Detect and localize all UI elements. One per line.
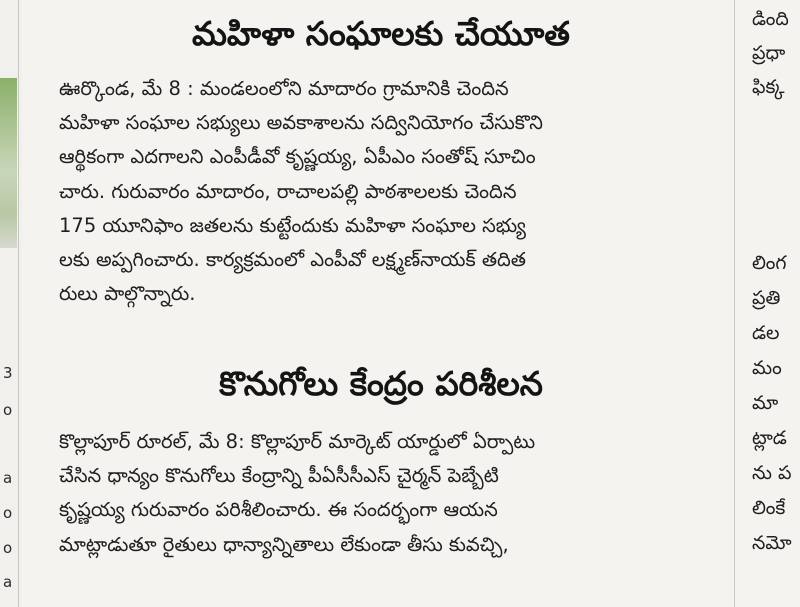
article1-headline: మహిళా సంఘాలకు చేయూత [192,14,570,53]
right-text-fragment: ట్లాడ [752,427,787,449]
article1-line: 175 యూనిఫాం జతలను కుట్టేందుకు మహిళా సంఘాల సభ్యు [59,213,526,237]
article1-line: చారు. గురువారం మాదారం, రాచాలపల్లి పాఠశాలలకు చెందిన [59,179,517,203]
article2-headline: కొనుగోలు కేంద్రం పరిశీలన [219,364,543,403]
adjacent-photo-fragment [0,78,17,248]
article1-line: ఆర్థికంగా ఎదగాలని ఎంపీడీవో కృష్ణయ్య, ఏపీఎం సంతోష్ సూచిం [59,145,536,169]
right-text-fragment: ప్రతి [752,287,781,309]
left-text-fragment: o [3,505,13,522]
right-text-fragment: మా [752,392,779,414]
article1-body [59,72,719,311]
left-text-fragment: a [3,470,13,487]
column-divider-right [734,0,735,607]
right-text-fragment: ప్రధా [752,42,786,64]
right-text-fragment: ఫిక్క [752,76,785,98]
left-text-fragment: o [3,402,13,419]
article2-body [59,425,719,562]
article1-line: రులు పాల్గొన్నారు. [59,282,196,306]
left-text-fragment: a [3,574,13,591]
article1-line: ఊర్కొండ, మే 8 : మండలంలోని మాదారం గ్రామానికి చెందిన [59,77,509,100]
article2-line: చేసిన ధాన్యం కొనుగోలు కేంద్రాన్ని పీఏసీసీఎస్ చైర్మన్ పెబ్బేటి [59,464,499,488]
left-text-fragment: o [3,540,13,557]
column-divider-left [18,0,19,607]
right-text-fragment: మం [752,357,782,379]
article1-line: మహిళా సంఘాల సభ్యులు అవకాశాలను సద్వినియోగం చేసుకొని [59,111,543,135]
right-text-fragment: డింది [752,8,789,30]
right-text-fragment: డల [752,322,780,344]
adjacent-column-right [752,0,800,607]
article2-line: మాట్లాడుతూ రైతులు ధాన్యాన్నితాలు లేకుండా తీసు కువచ్చి, [59,532,509,556]
left-text-fragment: 3 [3,365,13,382]
article2-line: కృష్ణయ్య గురువారం పరిశీలించారు. ఈ సందర్భంగా ఆయన [59,498,498,522]
right-text-fragment: ను ప [752,462,792,484]
article1-line: లకు అప్పగించారు. కార్యక్రమంలో ఎంపీవో లక్ష్మణ్‌నాయక్ తదిత [59,248,526,272]
article2-line: కొల్లాపూర్ రూరల్, మే 8: కొల్లాపూర్ మార్కెట్ యార్డులో ఏర్పాటు [59,430,536,453]
right-text-fragment: లింకే [752,497,786,519]
right-text-fragment: నమో [752,532,792,554]
right-text-fragment: లింగ [752,252,787,274]
